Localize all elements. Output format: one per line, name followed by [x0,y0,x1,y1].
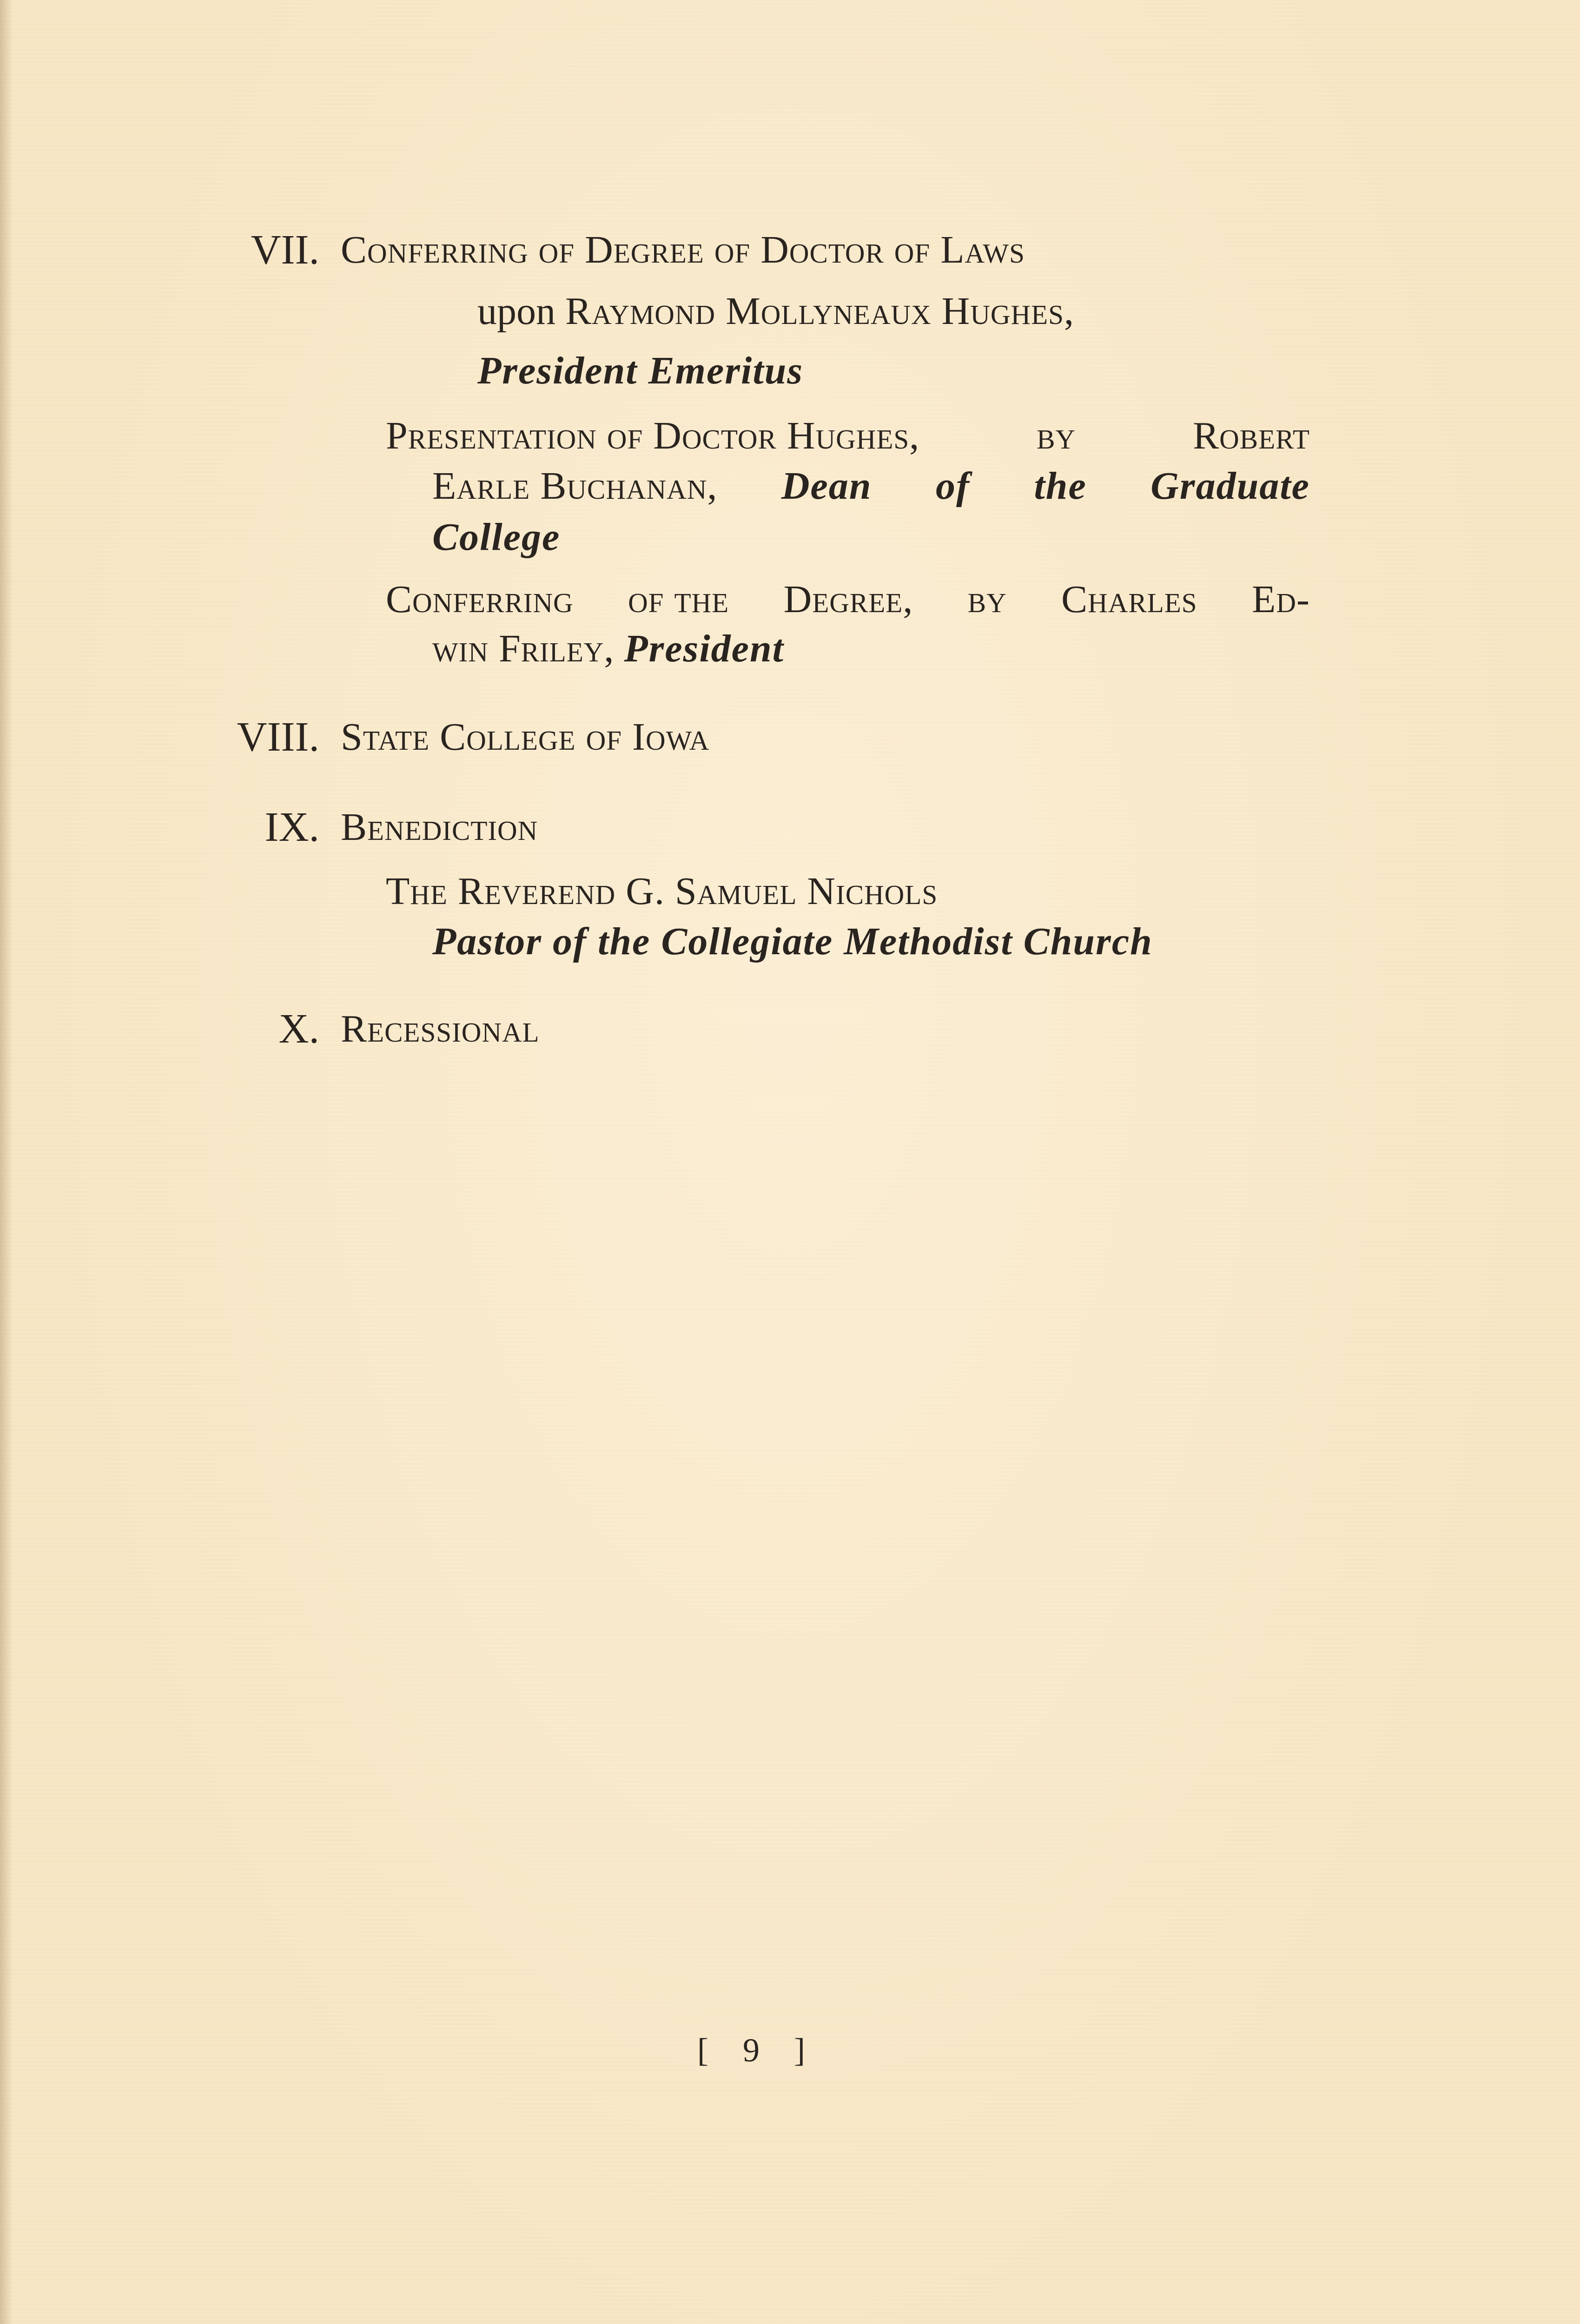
recipient-line [477,288,1074,335]
conferring-part-d: by [967,578,1007,621]
presenter-word-graduate: Graduate [1150,464,1310,508]
item-number-x: X. [278,1006,319,1052]
conferring-part-a: Conferring [386,578,574,621]
conferrer-name: win Friley, [432,627,615,670]
conferrer-title: President [624,627,785,670]
item-number-vii: VII. [251,227,319,273]
page-number: [ 9 ] [697,2032,818,2069]
conferring-part-e: Charles [1061,578,1197,621]
conferrer-line [432,626,784,672]
conferring-part-b: of the [628,578,729,621]
item-number-ix: IX. [264,804,319,850]
presenter-word-dean: Dean [781,464,872,508]
conferring-part-c: Degree, [783,578,913,621]
presenter-name: Earle Buchanan, [432,464,718,508]
item-title-ix: Benediction [341,805,538,849]
presentation-line [386,413,1310,459]
conferring-line [386,576,1310,623]
presentation-part-b: by [1037,414,1076,457]
officiant-title: Pastor of the Collegiate Methodist Church [432,920,1153,963]
item-title-vii: Conferring of Degree of Doctor of Laws [341,228,1025,271]
upon-word: upon [477,290,555,333]
presenter-line [432,463,1310,509]
presenter-college: College [432,515,561,559]
conferring-part-f: Ed- [1252,578,1310,621]
recipient-title: President Emeritus [477,349,804,392]
recipient-name: Raymond Mollyneaux Hughes, [565,290,1074,333]
item-number-viii: VIII. [237,714,319,760]
presentation-part-c: Robert [1193,414,1310,457]
page-edge-shadow [0,0,13,2324]
presenter-word-of: of [936,464,970,508]
presenter-word-the: the [1034,464,1087,508]
officiant-name: The Reverend G. Samuel Nichols [386,870,938,913]
item-title-x: Recessional [341,1007,540,1050]
item-title-viii: State College of Iowa [341,715,710,759]
presentation-part-a: Presentation of Doctor Hughes, [386,414,920,457]
